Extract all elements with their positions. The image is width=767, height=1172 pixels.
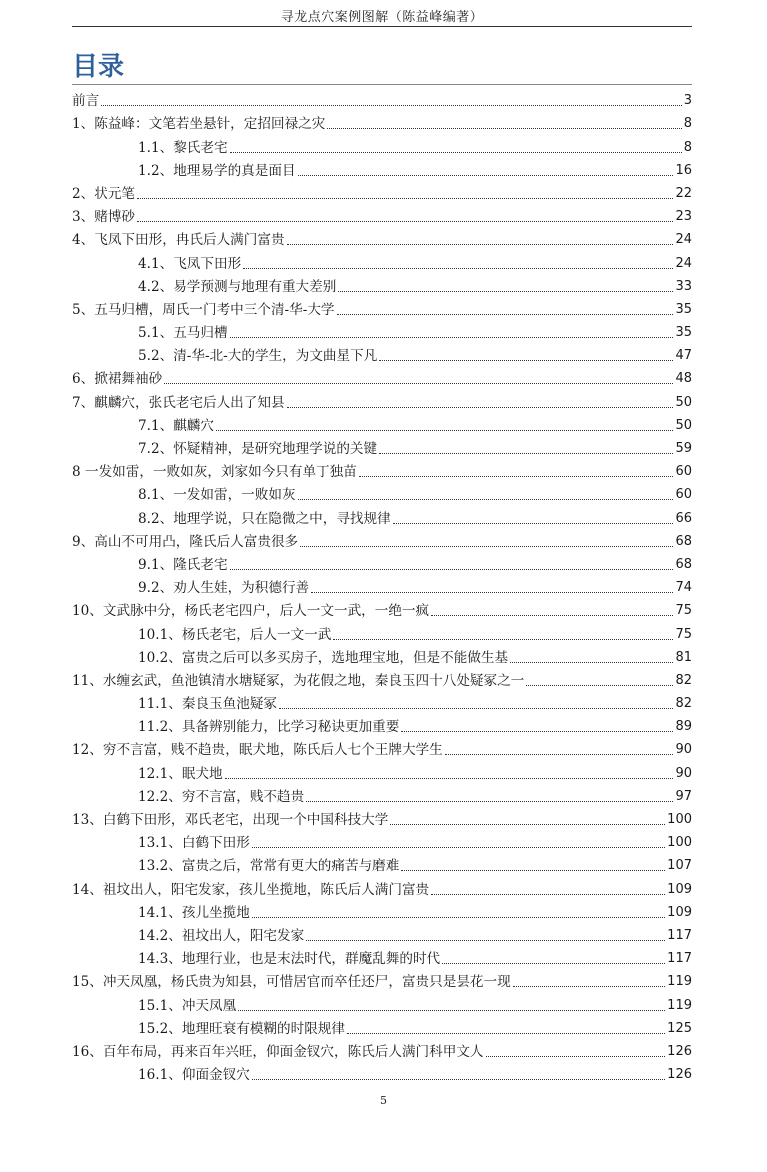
toc-entry[interactable] [72, 388, 692, 411]
toc-entry[interactable] [72, 273, 692, 296]
toc-dot-leader [513, 986, 665, 987]
toc-entry-title: 13.2、富贵之后，常常有更大的痛苦与磨难 [138, 858, 400, 875]
toc-entry[interactable] [72, 690, 692, 713]
toc-entry[interactable] [72, 296, 692, 319]
toc-dot-leader [230, 337, 674, 338]
toc-entry-page: 89 [675, 719, 692, 735]
toc-entry[interactable] [72, 481, 692, 504]
toc-entry-page: 68 [675, 556, 692, 572]
toc-entry-title: 8.2、地理学说，只在隐微之中，寻找规律 [138, 510, 391, 527]
toc-entry-title: 16.1、仰面金钗穴 [138, 1067, 250, 1084]
toc-entry[interactable] [72, 226, 692, 249]
toc-entry[interactable] [72, 597, 692, 620]
toc-entry-title: 5、五马归槽，周氏一门考中三个清-华-大学 [72, 301, 335, 318]
toc-dot-leader [333, 639, 673, 640]
toc-entry-page: 119 [667, 997, 692, 1013]
toc-entry[interactable] [72, 412, 692, 435]
toc-entry-title: 14、祖坟出人，阳宅发家，孩儿坐揽地，陈氏后人满门富贵 [72, 881, 430, 898]
toc-entry-title: 4.1、飞凤下田形 [138, 255, 242, 272]
toc-entry-title: 14.1、孩儿坐揽地 [138, 904, 250, 921]
toc-entry-page: 117 [667, 951, 692, 967]
toc-entry-page: 59 [675, 441, 692, 456]
toc-dot-leader [298, 175, 674, 176]
toc-entry-title: 11.1、秦良玉鱼池疑冢 [138, 696, 278, 713]
toc-entry-page: 126 [667, 1043, 692, 1059]
toc-entry-title: 15.1、冲天凤凰 [138, 997, 237, 1014]
toc-entry[interactable] [72, 504, 692, 527]
toc-entry-page: 119 [667, 974, 692, 990]
toc-entry-page: 8 [683, 116, 692, 132]
toc-entry-title: 13、白鹤下田形，邓氏老宅，出现一个中国科技大学 [72, 812, 389, 828]
toc-dot-leader [359, 476, 674, 477]
toc-entry-page: 22 [675, 185, 692, 201]
toc-entry-title: 7.2、怀疑精神，是研究地理学说的关键 [138, 441, 378, 457]
toc-dot-leader [164, 383, 673, 384]
toc-entry[interactable] [72, 133, 692, 156]
toc-entry[interactable] [72, 991, 692, 1014]
toc-dot-leader [287, 407, 674, 408]
toc-entry-title: 16、百年布局，再来百年兴旺，仰面金钗穴，陈氏后人满门科甲文人 [72, 1043, 484, 1060]
toc-heading-divider [72, 84, 692, 85]
toc-entry[interactable] [72, 87, 692, 110]
toc-entry-title: 9.1、隆氏老宅 [138, 556, 228, 573]
toc-entry-page: 97 [675, 788, 692, 804]
toc-entry-page: 74 [675, 580, 692, 596]
toc-entry-page: 35 [675, 325, 692, 341]
toc-dot-leader [243, 268, 673, 269]
toc-entry[interactable] [72, 899, 692, 922]
toc-entry-page: 90 [675, 765, 692, 781]
toc-entry-page: 75 [675, 626, 692, 642]
toc-dot-leader [238, 1010, 665, 1011]
toc-entry-page: 68 [675, 533, 692, 549]
toc-entry-page: 109 [667, 881, 692, 897]
toc-entry[interactable] [72, 644, 692, 667]
toc-entry-title: 15.2、地理旺衰有模糊的时限规律 [138, 1020, 345, 1037]
toc-dot-leader [401, 870, 665, 871]
toc-dot-leader [393, 523, 674, 524]
toc-entry[interactable] [72, 319, 692, 342]
toc-entry[interactable] [72, 203, 692, 226]
toc-entry-page: 23 [675, 209, 692, 225]
toc-entry-title: 前言 [72, 93, 100, 110]
toc-entry-title: 9.2、劝人生娃，为积德行善 [138, 580, 310, 597]
toc-dot-leader [252, 917, 665, 918]
toc-entry[interactable] [72, 551, 692, 574]
toc-entry[interactable] [72, 806, 692, 829]
toc-entry[interactable] [72, 249, 692, 272]
toc-dot-leader [327, 128, 681, 129]
toc-entry-page: 48 [675, 371, 692, 387]
toc-dot-leader [442, 963, 665, 964]
toc-dot-leader [137, 221, 673, 222]
toc-dot-leader [379, 360, 673, 361]
toc-entry-page: 126 [667, 1067, 692, 1083]
toc-dot-leader [347, 1033, 665, 1034]
toc-entry-title: 9、高山不可用凸，隆氏后人富贵很多 [72, 533, 299, 550]
toc-dot-leader [230, 152, 682, 153]
toc-dot-leader [279, 708, 673, 709]
toc-dot-leader [252, 847, 665, 848]
toc-entry[interactable] [72, 528, 692, 551]
toc-entry[interactable] [72, 829, 692, 852]
toc-dot-leader [306, 940, 665, 941]
toc-entry[interactable] [72, 620, 692, 643]
toc-entry[interactable] [72, 783, 692, 806]
toc-dot-leader [101, 105, 682, 106]
toc-heading: 目录 [72, 52, 125, 82]
toc-dot-leader [379, 453, 673, 454]
toc-entry-page: 33 [675, 278, 692, 294]
toc-dot-leader [306, 801, 673, 802]
toc-entry-title: 8.1、一发如雷，一败如灰 [138, 487, 296, 504]
toc-entry[interactable] [72, 852, 692, 875]
toc-entry[interactable] [72, 945, 692, 968]
toc-entry-title: 12.2、穷不言富，贱不趋贵 [138, 788, 305, 805]
toc-entry-page: 50 [675, 417, 692, 433]
toc-entry-title: 5.1、五马归槽 [138, 325, 228, 342]
toc-entry-page: 24 [675, 255, 692, 271]
toc-entry-page: 50 [675, 394, 692, 410]
toc-dot-leader [337, 314, 674, 315]
toc-entry-title: 5.2、清-华-北-大的学生，为文曲星下凡 [138, 348, 378, 365]
toc-entry-title: 14.3、地理行业，也是末法时代，群魔乱舞的时代 [138, 951, 441, 968]
toc-entry[interactable] [72, 365, 692, 388]
toc-dot-leader [287, 244, 674, 245]
page-number: 5 [380, 1094, 387, 1107]
toc-entry[interactable] [72, 875, 692, 898]
toc-entry-page: 16 [675, 162, 692, 178]
toc-dot-leader [225, 778, 674, 779]
toc-entry-title: 1.1、黎氏老宅 [138, 139, 228, 156]
toc-entry[interactable] [72, 713, 692, 736]
toc-dot-leader [216, 430, 673, 431]
toc-entry-page: 35 [675, 301, 692, 317]
toc-entry-title: 11.2、具备辨别能力，比学习秘诀更加重要 [138, 719, 400, 736]
toc-entry-title: 4、飞凤下田形，冉氏后人满门富贵 [72, 232, 285, 249]
toc-list [72, 87, 692, 1084]
toc-dot-leader [338, 291, 673, 292]
toc-entry-title: 8 一发如雷，一败如灰，刘家如今只有单丁独苗 [72, 464, 357, 481]
toc-entry[interactable] [72, 342, 692, 365]
toc-entry-title: 7、麒麟穴，张氏老宅后人出了知县 [72, 394, 285, 411]
toc-entry-title: 1、陈益峰：文笔若坐悬针，定招回禄之灾 [72, 116, 326, 133]
toc-entry-title: 7.1、麒麟穴 [138, 417, 214, 434]
toc-entry-page: 8 [683, 139, 692, 155]
toc-entry-title: 10、文武脉中分，杨氏老宅四户，后人一文一武，一绝一疯 [72, 603, 430, 620]
toc-entry-page: 90 [675, 742, 692, 758]
toc-dot-leader [137, 198, 673, 199]
header-divider [72, 26, 692, 27]
toc-dot-leader [510, 662, 673, 663]
toc-entry[interactable] [72, 736, 692, 759]
toc-entry[interactable] [72, 922, 692, 945]
toc-entry-page: 60 [675, 487, 692, 503]
toc-entry-page: 81 [675, 649, 692, 665]
running-header: 寻龙点穴案例图解（陈益峰编著） [280, 10, 484, 25]
toc-entry[interactable] [72, 110, 692, 133]
toc-entry-page: 82 [675, 696, 692, 712]
toc-dot-leader [445, 754, 674, 755]
toc-entry-page: 3 [683, 93, 692, 109]
toc-entry-title: 11、水缠玄武，鱼池镇清水塘疑冢，为花假之地，秦良玉四十八处疑冢之一 [72, 672, 525, 689]
toc-entry-title: 13.1、白鹤下田形 [138, 835, 250, 852]
toc-entry-title: 12、穷不言富，贱不趋贵，眠犬地，陈氏后人七个王牌大学生 [72, 742, 443, 759]
toc-entry-page: 100 [667, 812, 692, 827]
toc-dot-leader [526, 685, 673, 686]
toc-entry-title: 10.2、富贵之后可以多买房子，选地理宝地，但是不能做生基 [138, 649, 509, 666]
toc-dot-leader [390, 824, 665, 825]
toc-entry[interactable] [72, 1015, 692, 1038]
toc-entry[interactable] [72, 1038, 692, 1061]
toc-entry[interactable] [72, 667, 692, 690]
toc-dot-leader [431, 894, 665, 895]
toc-entry[interactable] [72, 759, 692, 782]
toc-entry-title: 2、状元笔 [72, 185, 136, 202]
toc-entry-page: 60 [675, 464, 692, 480]
toc-entry[interactable] [72, 180, 692, 203]
toc-entry[interactable] [72, 1061, 692, 1084]
toc-entry-title: 15、冲天凤凰，杨氏贵为知县，可惜居官而卒任还尸，富贵只是昙花一现 [72, 974, 511, 991]
toc-entry-page: 24 [675, 232, 692, 248]
toc-entry-page: 82 [675, 672, 692, 688]
toc-entry-page: 47 [675, 348, 692, 364]
toc-entry[interactable] [72, 968, 692, 991]
toc-dot-leader [311, 592, 673, 593]
toc-entry-page: 66 [675, 510, 692, 526]
toc-entry-title: 4.2、易学预测与地理有重大差别 [138, 278, 337, 295]
toc-entry-page: 75 [675, 603, 692, 619]
toc-entry[interactable] [72, 435, 692, 458]
toc-entry-title: 6、掀裙舞袖砂 [72, 371, 163, 388]
toc-dot-leader [486, 1056, 666, 1057]
toc-dot-leader [300, 546, 673, 547]
toc-dot-leader [252, 1079, 665, 1080]
toc-dot-leader [230, 569, 674, 570]
toc-entry-page: 100 [667, 835, 692, 851]
toc-entry[interactable] [72, 458, 692, 481]
toc-entry[interactable] [72, 157, 692, 180]
toc-dot-leader [401, 731, 673, 732]
toc-entry-title: 3、赌博砂 [72, 209, 136, 226]
toc-entry-title: 10.1、杨氏老宅，后人一文一武 [138, 626, 332, 643]
toc-entry-title: 1.2、地理易学的真是面目 [138, 162, 296, 179]
toc-entry-page: 125 [667, 1020, 692, 1036]
toc-entry-title: 12.1、眠犬地 [138, 765, 223, 782]
toc-entry-page: 107 [667, 858, 692, 874]
toc-entry-page: 117 [667, 927, 692, 943]
toc-entry-title: 14.2、祖坟出人，阳宅发家 [138, 927, 305, 944]
toc-dot-leader [431, 615, 673, 616]
toc-entry[interactable] [72, 574, 692, 597]
toc-entry-page: 109 [667, 904, 692, 920]
toc-dot-leader [298, 499, 674, 500]
